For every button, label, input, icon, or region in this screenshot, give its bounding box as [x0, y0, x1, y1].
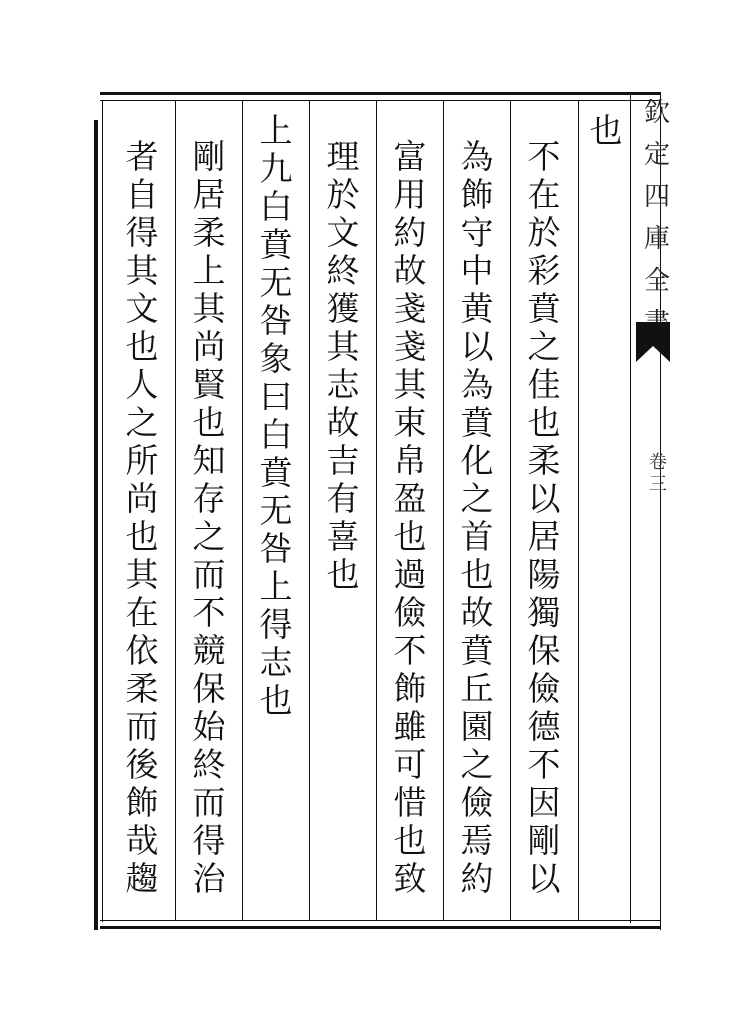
left-border-inner: [102, 100, 103, 922]
top-border-outer: [100, 92, 660, 95]
bottom-border-outer: [100, 926, 660, 929]
text-column-2: 不 在 於 彩 賁 之 佳 也 柔 以 居 陽 獨 保 儉 德 不 因 剛 以: [527, 137, 561, 898]
column-rule: [578, 101, 579, 921]
fishtail-mark: [636, 322, 670, 362]
bottom-border-inner: [100, 920, 660, 921]
column-rule: [376, 101, 377, 921]
text-column-7: 剛 居 柔 上 其 尚 賢 也 知 存 之 而 不 競 保 始 終 而 得 治: [192, 137, 226, 898]
margin-divider: [630, 95, 631, 923]
text-column-6: 上 九 白 賁 无 咎 象 曰 白 賁 无 咎 上 得 志 也: [259, 111, 293, 720]
column-rule: [309, 101, 310, 921]
volume-label: 卷 三: [649, 452, 667, 495]
text-column-3: 為 飾 守 中 黄 以 為 賁 化 之 首 也 故 賁 丘 園 之 儉 焉 約: [460, 137, 494, 898]
left-border-outer: [94, 120, 98, 930]
text-column-4: 富 用 約 故 戔 戔 其 束 帛 盈 也 過 儉 不 飾 雖 可 惜 也 致: [393, 137, 427, 898]
column-rule: [175, 101, 176, 921]
column-rule: [510, 101, 511, 921]
text-column-8: 者 自 得 其 文 也 人 之 所 尚 也 其 在 依 柔 而 後 飾 哉 趨: [125, 137, 159, 898]
text-column-1: 也: [589, 111, 623, 150]
column-rule: [443, 101, 444, 921]
book-title: 欽 定 四 庫 全: [643, 98, 670, 296]
column-rule: [242, 101, 243, 921]
top-border-inner: [100, 100, 660, 101]
text-column-5: 理 於 文 終 獲 其 志 故 吉 有 喜 也: [326, 137, 360, 594]
